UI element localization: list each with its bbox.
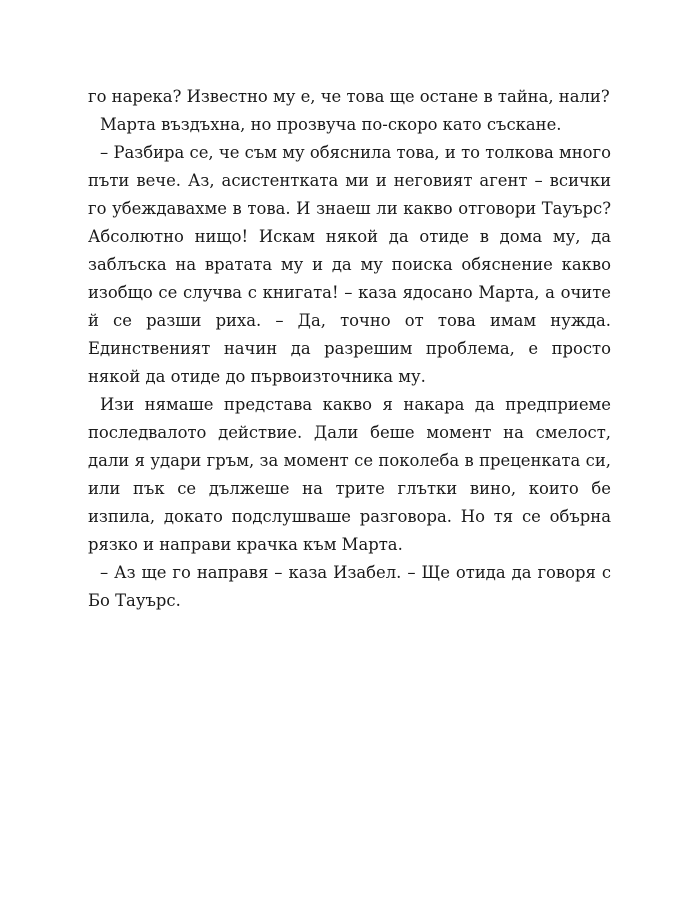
text-line: Бо Тауърс. <box>88 591 181 610</box>
text-line: пъти вече. Аз, асистентката ми и неговият агент – всички <box>88 171 611 190</box>
text-line: изпила, докато подслушваше разговора. Но тя се обърна <box>88 507 611 526</box>
text-line: – Аз ще го направя – каза Изабел. – Ще отида да говоря с <box>100 563 611 582</box>
text-line: някой да отиде до първоизточника му. <box>88 367 426 386</box>
text-line: й се разши риха. – Да, точно от това имам нужда. <box>88 311 611 330</box>
text-line: последвалото действие. Дали беше момент на смелост, <box>88 423 611 442</box>
text-line: Единственият начин да разрешим проблема, е просто <box>88 339 611 358</box>
text-line: дали я удари гръм, за момент се поколеба в преценката си, <box>88 451 611 470</box>
text-line: изобщо се случва с книгата! – каза ядосано Марта, а очите <box>88 283 611 302</box>
text-line: Абсолютно нищо! Искам някой да отиде в дома му, да <box>88 227 611 246</box>
text-line: го нарека? Известно му е, че това ще остане в тайна, нали? <box>88 87 610 106</box>
text-line: Изи нямаше представа какво я накара да предприеме <box>100 395 611 414</box>
text-line: рязко и направи крачка към Марта. <box>88 535 403 554</box>
page-text <box>88 83 611 615</box>
text-line: Марта въздъхна, но прозвуча по-скоро като съскане. <box>100 115 562 134</box>
text-line: го убеждавахме в това. И знаеш ли какво отговори Тауърс? <box>88 199 611 218</box>
text-line: заблъска на вратата му и да му поиска обяснение какво <box>88 255 611 274</box>
text-line: – Разбира се, че съм му обяснила това, и то толкова много <box>100 143 611 162</box>
text-line: или пък се дължеше на трите глътки вино, които бе <box>88 479 611 498</box>
